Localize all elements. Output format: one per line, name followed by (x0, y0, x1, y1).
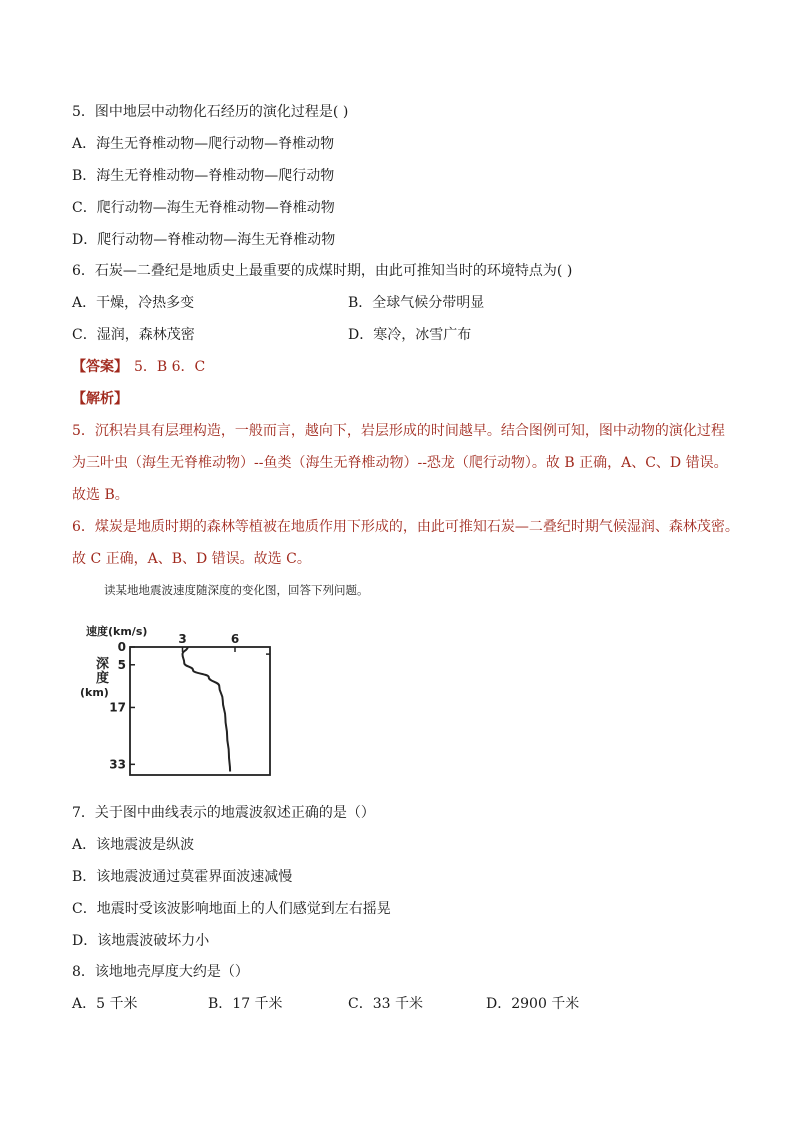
q7-option-a: A．该地震波是纵波 (72, 837, 195, 853)
q7-stem: 7．关于图中曲线表示的地震波叙述正确的是（） (72, 805, 375, 821)
y-tick-label: 0 (117, 640, 126, 654)
x-tick-label: 3 (178, 632, 187, 646)
q8-option-b: B．17 千米 (208, 996, 283, 1012)
x-tick-label: 6 (230, 632, 240, 646)
q7-option-c: C．地震时受该波影响地面上的人们感觉到左右摇晃 (72, 901, 391, 917)
analysis-5-line-1: 5．沉积岩具有层理构造，一般而言，越向下，岩层形成的时间越早。结合图例可知，图中动物的演化过程 (72, 423, 725, 439)
analysis-5-line-2: 为三叶虫（海生无脊椎动物）--鱼类（海生无脊椎动物）--恐龙（爬行动物）。故 B 正确，A、C、D 错误。 (72, 455, 728, 471)
q6-option-a: A．干燥，冷热多变 (72, 295, 195, 311)
figure-intro: 读某地地震波速度随深度的变化图，回答下列问题。 (104, 583, 369, 597)
q8-stem: 8．该地地壳厚度大约是（） (72, 964, 249, 980)
q8-option-a: A．5 千米 (72, 996, 138, 1012)
y-tick-label: 5 (117, 657, 126, 672)
y-tick-label: 17 (109, 700, 126, 715)
q5-option-b: B．海生无脊椎动物—脊椎动物—爬行动物 (72, 168, 335, 184)
y-axis-title-char-1: 深 (96, 657, 110, 672)
q6-option-b: B．全球气候分带明显 (348, 295, 485, 311)
answer-value: 5．B 6．C (134, 359, 206, 375)
q5-option-a: A．海生无脊椎动物—爬行动物—脊椎动物 (72, 136, 335, 152)
analysis-5-line-3: 故选 B。 (72, 487, 129, 503)
q6-stem: 6．石炭—二叠纪是地质史上最重要的成煤时期，由此可推知当时的环境特点为( ) (72, 263, 573, 279)
y-axis-title-char-2: 度 (96, 671, 110, 686)
plot-frame (130, 647, 270, 775)
q7-option-b: B．该地震波通过莫霍界面波速减慢 (72, 869, 293, 885)
q5-option-c: C．爬行动物—海生无脊椎动物—脊椎动物 (72, 200, 335, 216)
q5-option-d: D．爬行动物—脊椎动物—海生无脊椎动物 (72, 232, 336, 248)
velocity-curve (183, 647, 231, 771)
analysis-label: 【解析】 (72, 391, 128, 407)
q8-option-d: D．2900 千米 (486, 996, 580, 1012)
answer-line (72, 357, 205, 377)
q7-option-d: D．该地震波破坏力小 (72, 933, 210, 949)
analysis-6-line-2: 故 C 正确，A、B、D 错误。故选 C。 (72, 551, 311, 567)
q6-option-c: C．湿润，森林茂密 (72, 327, 195, 343)
y-tick-label: 33 (109, 757, 126, 772)
q8-option-c: C．33 千米 (348, 996, 423, 1012)
y-axis-title-char-3: (km) (80, 686, 109, 699)
q6-option-d: D．寒冷，冰雪广布 (348, 327, 472, 343)
q5-stem: 5．图中地层中动物化石经历的演化过程是( ) (72, 104, 349, 120)
analysis-6-line-1: 6．煤炭是地质时期的森林等植被在地质作用下形成的，由此可推知石炭—二叠纪时期气候湿润、森林茂密。 (72, 519, 739, 535)
answer-label: 【答案】 (72, 359, 128, 375)
x-axis-title: 速度(km/s) (86, 625, 148, 638)
seismic-velocity-chart (70, 612, 290, 782)
